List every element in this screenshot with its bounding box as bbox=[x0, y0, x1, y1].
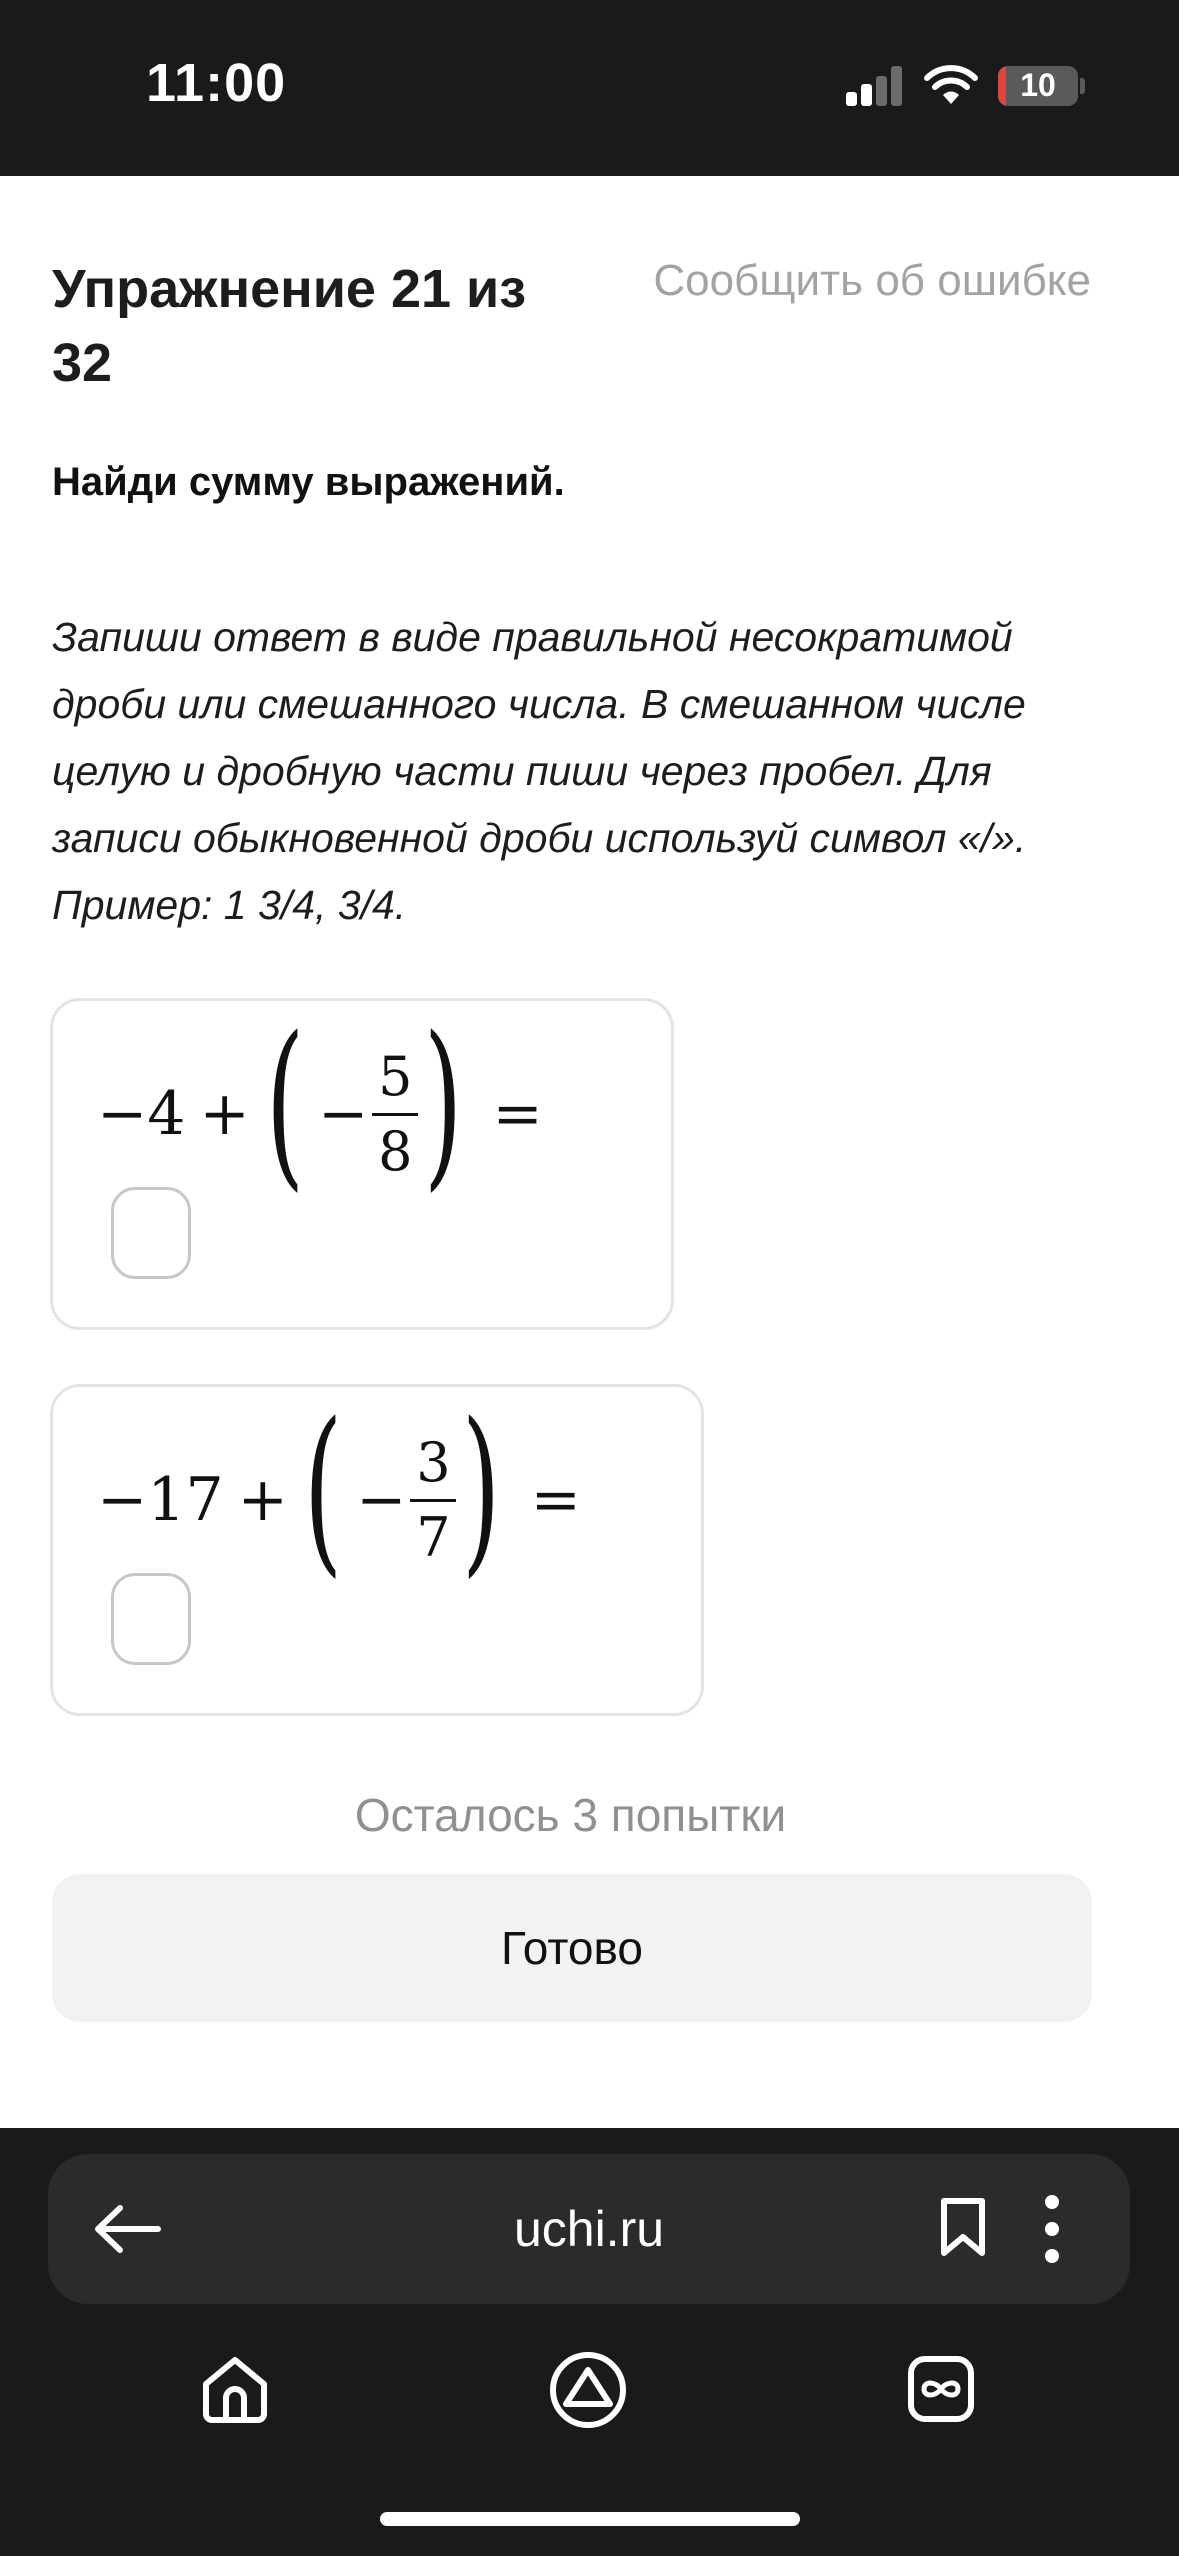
report-error-link[interactable]: Сообщить об ошибке bbox=[653, 256, 1091, 305]
browser-toolbar bbox=[0, 2128, 1179, 2556]
expr-minus: − bbox=[356, 1465, 407, 1535]
expr-fraction bbox=[410, 1433, 456, 1567]
url-text[interactable]: uchi.ru bbox=[513, 2201, 665, 2257]
expr-plus: + bbox=[199, 1079, 250, 1149]
address-bar[interactable] bbox=[48, 2154, 1130, 2304]
expr-close-paren: ) bbox=[424, 999, 463, 1208]
alice-icon[interactable] bbox=[548, 2350, 628, 2430]
fraction-denominator: 7 bbox=[416, 1505, 451, 1569]
expr-equals: = bbox=[530, 1465, 581, 1535]
wifi-icon bbox=[924, 64, 978, 106]
problem-card-2 bbox=[50, 1384, 704, 1716]
more-vertical-icon[interactable] bbox=[1042, 2194, 1062, 2264]
math-expression-1 bbox=[97, 999, 557, 1208]
fraction-numerator: 3 bbox=[416, 1431, 451, 1495]
exercise-page bbox=[0, 176, 1179, 2128]
done-button[interactable] bbox=[52, 1874, 1092, 2022]
done-button-label: Готово bbox=[500, 1922, 644, 1974]
math-expression-2 bbox=[97, 1385, 595, 1594]
status-bar bbox=[0, 0, 1179, 176]
status-time: 11:00 bbox=[146, 53, 287, 113]
fraction-bar bbox=[410, 1499, 456, 1502]
expr-equals: = bbox=[492, 1079, 543, 1149]
exercise-title: Упражнение 21 из 32 bbox=[52, 259, 527, 393]
task-instructions: Запиши ответ в виде правильной несократимой дроби или смешанного числа. В смешанном числе целую и дробную части пиши через пробел. Для записи обыкновенной дроби используй символ «/». Пример: 1 3/4, 3/4. bbox=[52, 614, 1027, 928]
problem-card-1 bbox=[50, 998, 674, 1330]
battery-tip bbox=[1080, 78, 1085, 94]
battery-icon bbox=[998, 66, 1078, 106]
bookmark-icon[interactable] bbox=[938, 2196, 988, 2258]
expr-term: −17 bbox=[97, 1465, 224, 1535]
fraction-numerator: 5 bbox=[378, 1045, 413, 1109]
answer-input-2[interactable] bbox=[111, 1573, 191, 1665]
signal-icon bbox=[846, 66, 904, 106]
attempts-remaining: Осталось 3 попытки bbox=[354, 1789, 787, 1841]
expr-open-paren: ( bbox=[303, 1385, 343, 1594]
expr-term: −4 bbox=[97, 1079, 186, 1149]
expr-close-paren: ) bbox=[462, 1385, 501, 1594]
battery-percent: 10 bbox=[1020, 67, 1056, 103]
tabs-icon[interactable] bbox=[906, 2354, 976, 2424]
answer-input-1[interactable] bbox=[111, 1187, 191, 1279]
fraction-bar bbox=[372, 1113, 418, 1116]
expr-minus: − bbox=[317, 1079, 369, 1149]
task-heading: Найди сумму выражений. bbox=[52, 460, 565, 504]
expr-plus: + bbox=[237, 1465, 288, 1535]
expr-open-paren: ( bbox=[265, 999, 305, 1208]
fraction-denominator: 8 bbox=[378, 1119, 413, 1183]
expr-fraction bbox=[372, 1047, 418, 1181]
home-icon[interactable] bbox=[200, 2354, 270, 2424]
home-indicator bbox=[380, 2512, 800, 2526]
